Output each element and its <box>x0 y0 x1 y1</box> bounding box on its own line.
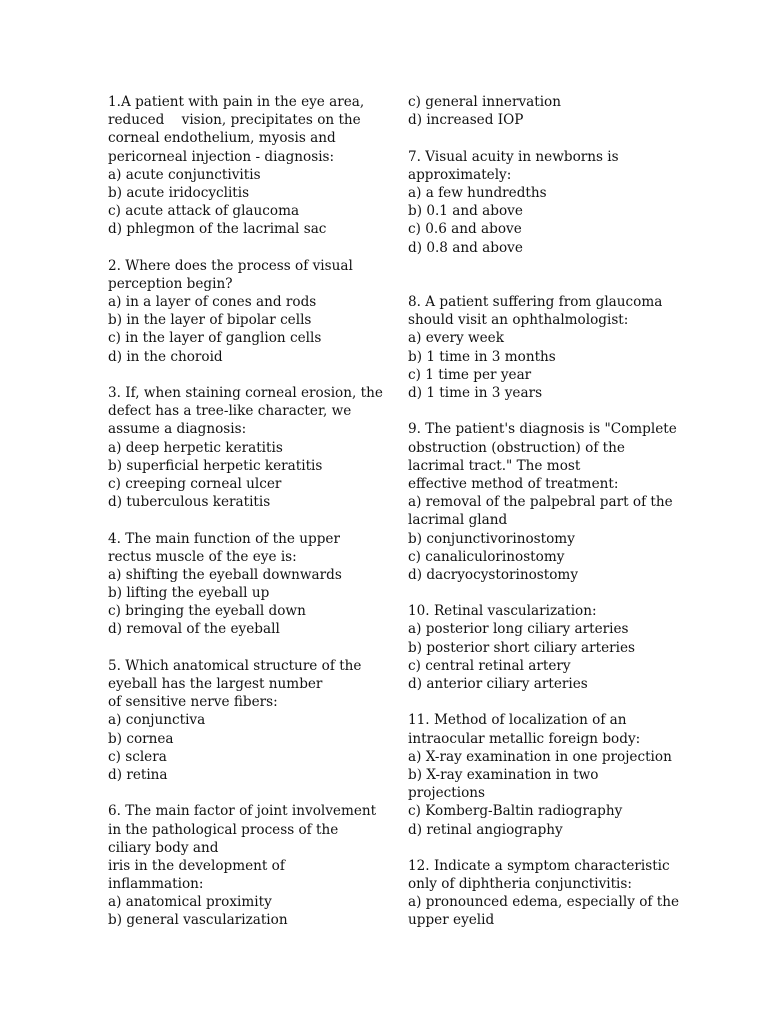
text-line: 5. Which anatomical structure of the <box>108 657 362 674</box>
text-line: c) canaliculorinostomy <box>408 548 565 565</box>
text-line: a) posterior long ciliary arteries <box>408 621 629 638</box>
text-line: lacrimal gland <box>408 512 508 529</box>
text-line: effective method of treatment: <box>408 475 619 492</box>
text-line: perception begin? <box>108 275 233 292</box>
text-line: c) 1 time per year <box>408 366 532 383</box>
text-line: 1.A patient with pain in the eye area, <box>108 94 365 110</box>
text-line: ciliary body and <box>108 839 219 856</box>
text-line: assume a diagnosis: <box>108 421 247 438</box>
text-line: pericorneal injection - diagnosis: <box>108 148 335 165</box>
text-line: obstruction (obstruction) of the <box>408 439 625 456</box>
text-line: 4. The main function of the upper <box>108 530 340 547</box>
text-line: 9. The patient's diagnosis is "Complete <box>408 421 677 438</box>
text-line: b) superficial herpetic keratitis <box>108 457 323 474</box>
paragraph-gap <box>408 275 688 293</box>
text-line: 8. A patient suffering from glaucoma <box>408 294 663 311</box>
text-line: c) acute attack of glaucoma <box>108 203 300 220</box>
text-line: c) 0.6 and above <box>408 221 522 238</box>
text-line: lacrimal tract." The most <box>408 457 581 474</box>
right-column <box>408 93 688 930</box>
text-line: c) Komberg-Baltin radiography <box>408 803 623 820</box>
text-line: b) posterior short ciliary arteries <box>408 639 635 656</box>
text-line: c) general innervation <box>408 94 561 110</box>
text-line: in the pathological process of the <box>108 821 339 838</box>
text-line: 7. Visual acuity in newborns is <box>408 148 619 165</box>
text-line: d) tuberculous keratitis <box>108 494 271 511</box>
text-line: d) retina <box>108 766 168 783</box>
text-line: a) a few hundredths <box>408 184 547 201</box>
text-line: d) in the choroid <box>108 348 223 365</box>
text-line: b) 0.1 and above <box>408 203 523 220</box>
paragraph-gap <box>408 584 688 602</box>
text-line: projections <box>408 785 485 802</box>
text-line: rectus muscle of the eye is: <box>108 548 297 565</box>
text-line: intraocular metallic foreign body: <box>408 730 641 747</box>
paragraph-gap <box>408 129 688 147</box>
text-line: only of diphtheria conjunctivitis: <box>408 876 632 893</box>
text-line: inflammation: <box>108 876 204 893</box>
text-line: b) X-ray examination in two <box>408 766 599 783</box>
text-line: d) removal of the eyeball <box>108 621 280 638</box>
text-line: c) bringing the eyeball down <box>108 603 306 620</box>
paragraph-gap <box>108 639 383 657</box>
text-line: a) every week <box>408 330 504 347</box>
text-line: a) removal of the palpebral part of the <box>408 494 673 511</box>
text-line: b) conjunctivorinostomy <box>408 530 575 547</box>
text-line: reduced vision, precipitates on the <box>108 112 361 129</box>
paragraph-gap <box>108 784 383 802</box>
text-line: b) acute iridocyclitis <box>108 184 250 201</box>
text-line: defect has a tree-like character, we <box>108 403 352 420</box>
text-line: should visit an ophthalmologist: <box>408 312 629 329</box>
text-line: a) deep herpetic keratitis <box>108 439 283 456</box>
text-line: eyeball has the largest number <box>108 676 323 692</box>
text-line: d) 0.8 and above <box>408 239 523 256</box>
paragraph-gap <box>408 839 688 857</box>
text-line: d) retinal angiography <box>408 821 563 838</box>
text-line: a) conjunctiva <box>108 712 206 729</box>
text-line: d) anterior ciliary arteries <box>408 676 588 692</box>
text-line: d) 1 time in 3 years <box>408 385 543 401</box>
text-line: c) creeping corneal ulcer <box>108 475 282 492</box>
text-line: corneal endothelium, myosis and <box>108 130 336 147</box>
text-line: b) general vascularization <box>108 912 288 929</box>
text-line: c) in the layer of ganglion cells <box>108 330 322 347</box>
text-line: approximately: <box>408 166 512 183</box>
text-line: b) 1 time in 3 months <box>408 348 556 365</box>
paragraph-gap <box>408 402 688 420</box>
text-line: 2. Where does the process of visual <box>108 257 353 274</box>
text-line: 12. Indicate a symptom characteristic <box>408 857 670 874</box>
text-line: c) sclera <box>108 748 167 765</box>
text-line: a) pronounced edema, especially of the <box>408 894 679 911</box>
text-line: d) phlegmon of the lacrimal sac <box>108 221 327 238</box>
text-line: d) dacryocystorinostomy <box>408 566 579 583</box>
paragraph-gap <box>408 693 688 711</box>
text-line: d) increased IOP <box>408 112 524 129</box>
paragraph-gap <box>108 511 383 529</box>
text-line: a) shifting the eyeball downwards <box>108 566 342 583</box>
text-line: a) anatomical proximity <box>108 894 272 911</box>
text-line: b) in the layer of bipolar cells <box>108 312 312 329</box>
paragraph-gap <box>408 257 688 275</box>
paragraph-gap <box>108 239 383 257</box>
text-line: iris in the development of <box>108 857 285 874</box>
text-line: 6. The main factor of joint involvement <box>108 803 377 820</box>
paragraph-gap <box>108 366 383 384</box>
text-line: upper eyelid <box>408 912 495 929</box>
text-line: c) central retinal artery <box>408 657 571 674</box>
text-line: of sensitive nerve fibers: <box>108 694 278 711</box>
text-line: a) in a layer of cones and rods <box>108 294 317 311</box>
text-line: b) lifting the eyeball up <box>108 585 270 602</box>
text-line: b) cornea <box>108 730 174 747</box>
text-line: 11. Method of localization of an <box>408 712 627 729</box>
left-column <box>108 93 383 930</box>
text-line: a) X-ray examination in one projection <box>408 748 672 765</box>
text-line: 10. Retinal vascularization: <box>408 603 597 620</box>
text-line: 3. If, when staining corneal erosion, the <box>108 385 383 401</box>
text-line: a) acute conjunctivitis <box>108 166 261 183</box>
